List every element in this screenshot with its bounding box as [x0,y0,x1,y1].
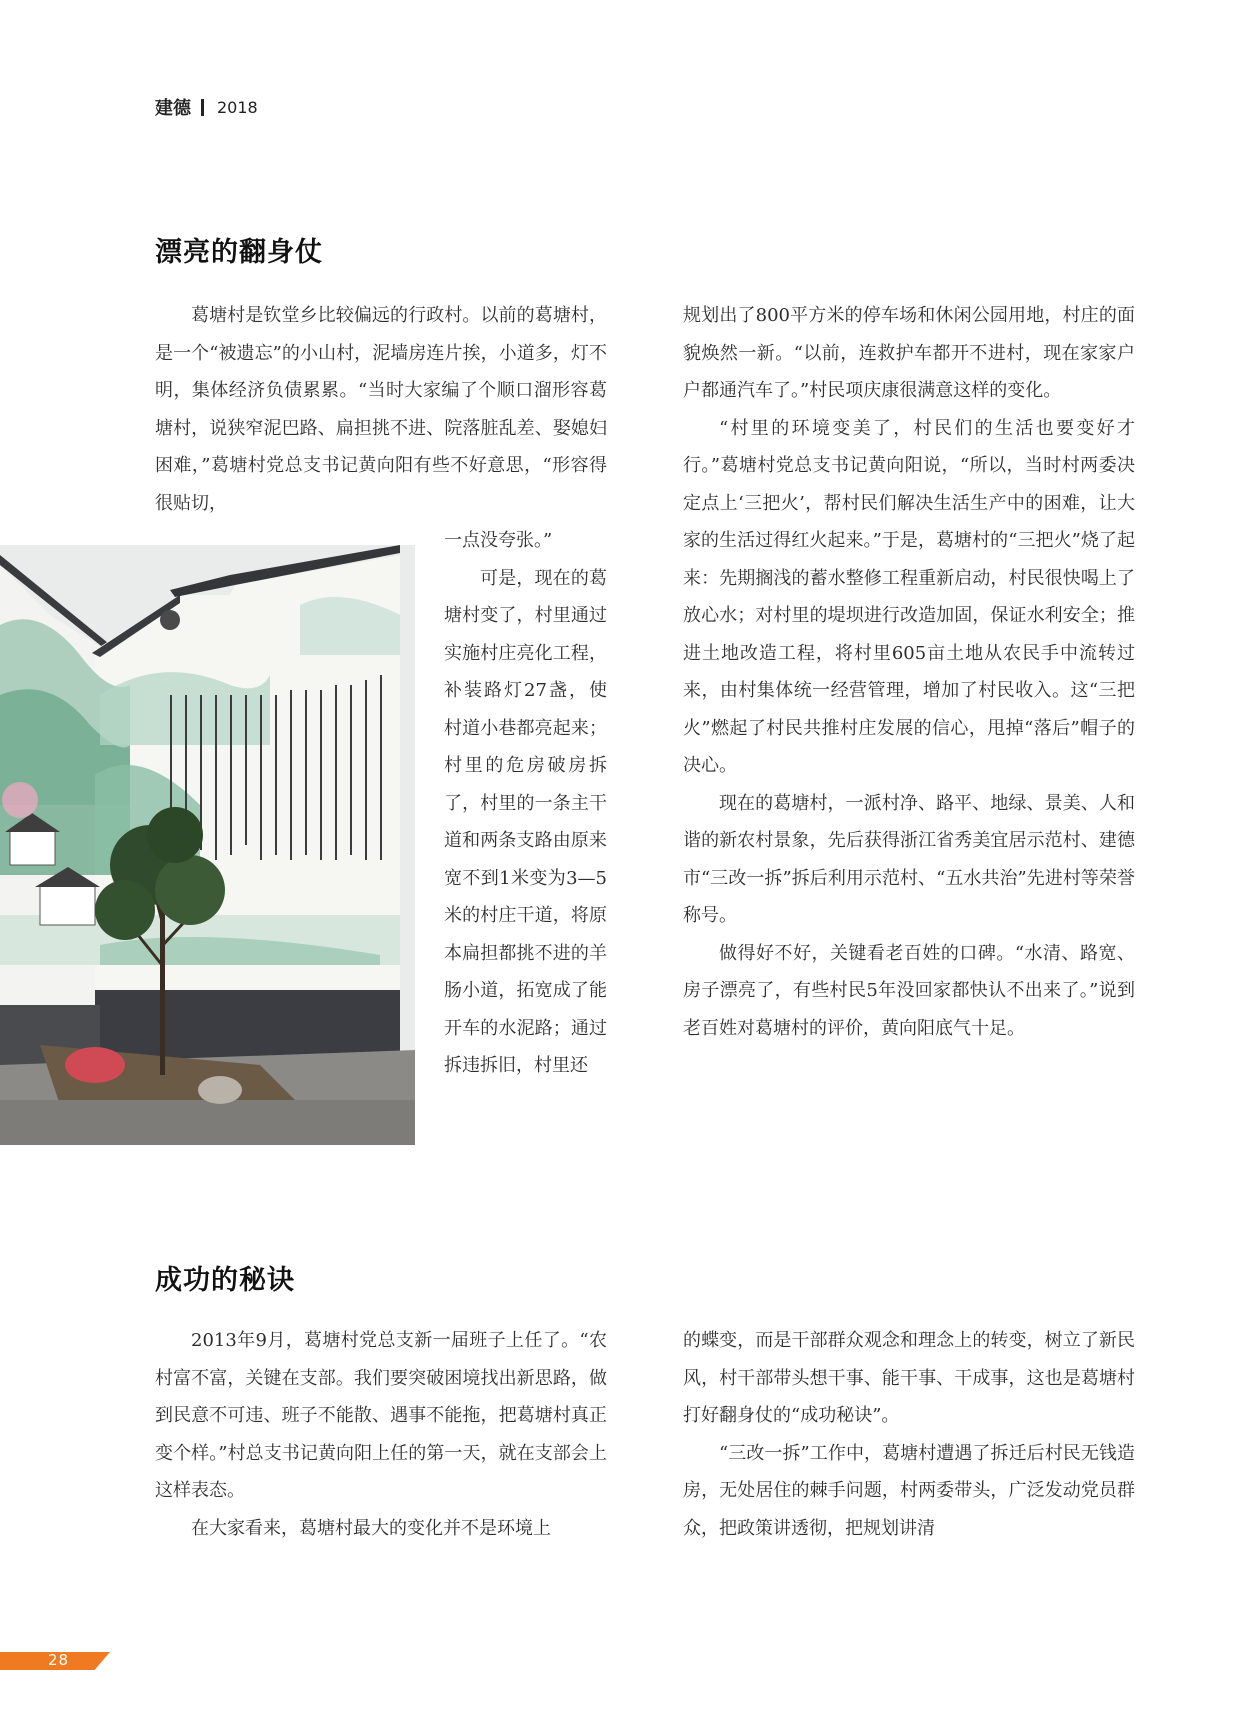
publication-name: 建德 [155,98,191,119]
publication-year: 2018 [217,97,258,117]
paragraph: 可是，现在的葛塘村变了，村里通过实施村庄亮化工程，补装路灯27盏，使村道小巷都亮起来；村里的危房破房拆了，村里的一条主干道和两条支路由原来宽不到1米变为3—5米的村庄干道，将原本扁担都挑不进的羊肠小道，拓宽成了能开车的水泥路；通过拆违拆旧，村里还 [444,567,607,1076]
paragraph: 2013年9月，葛塘村党总支新一届班子上任了。“农村富不富，关键在支部。我们要突破困境找出新思路，做到民意不可违、班子不能散、遇事不能拖，把葛塘村真正变个样。”村总支书记黄向阳上任的第一天，就在支部会上这样表态。 [155,1330,607,1501]
paragraph-continuation: 的蝶变，而是干部群众观念和理念上的转变，树立了新民风，村干部带头想干事、能干事、干成事，这也是葛塘村打好翻身仗的“成功秘诀”。 [683,1330,1135,1426]
page-number: 28 [48,1651,70,1669]
village-mural-photo [0,545,415,1145]
section1-narrow-column [444,522,607,1085]
paragraph-continuation: 规划出了800平方米的停车场和休闲公园用地，村庄的面貌焕然一新。“以前，连救护车都开不进村，现在家家户户都通汽车了。”村民项庆康很满意这样的变化。 [683,305,1135,401]
paragraph: 现在的葛塘村，一派村净、路平、地绿、景美、人和谐的新农村景象，先后获得浙江省秀美宜居示范村、建德市“三改一拆”拆后利用示范村、“五水共治”先进村等荣誉称号。 [683,792,1135,926]
paragraph: 做得好不好，关键看老百姓的口碑。“水清、路宽、房子漂亮了，有些村民5年没回家都快认不出来了。”说到老百姓对葛塘村的评价，黄向阳底气十足。 [683,942,1135,1039]
paragraph: 葛塘村是钦堂乡比较偏远的行政村。以前的葛塘村，是一个“被遗忘”的小山村，泥墙房连片挨，小道多，灯不明，集体经济负债累累。“当时大家编了个顺口溜形容葛塘村，说狭窄泥巴路、扁担挑不进、院落脏乱差、娶媳妇困难，”葛塘村党总支书记黄向阳有些不好意思，“形容得很贴切， [155,305,607,514]
paragraph: “村里的环境变美了，村民们的生活也要变好才行。”葛塘村党总支书记黄向阳说，“所以，当时村两委决定点上‘三把火’，帮村民们解决生活生产中的困难，让大家的生活过得红火起来。”于是，葛塘村的“三把火”烧了起来：先期搁浅的蓄水整修工程重新启动，村民很快喝上了放心水；对村里的堤坝进行改造加固，保证水利安全；推进土地改造工程，将村里605亩土地从农民手中流转过来，由村集体统一经营管理，增加了村民收入。这“三把火”燃起了村民共推村庄发展的信心，甩掉“落后”帽子的决心。 [683,417,1135,776]
running-header [155,95,258,119]
section2-left-column [155,1322,607,1547]
section1-left-column [155,297,607,522]
section-heading-2: 成功的秘诀 [155,1265,295,1296]
section-heading-1: 漂亮的翻身仗 [155,237,323,268]
section1-right-column [683,297,1135,1047]
header-separator [201,99,204,116]
mural-title [0,545,1,546]
paragraph-continuation: 一点没夸张。” [444,530,553,551]
paragraph: 在大家看来，葛塘村最大的变化并不是环境上 [191,1517,551,1539]
paragraph: “三改一拆”工作中，葛塘村遭遇了拆迁后村民无钱造房，无处居住的棘手问题，村两委带头，广泛发动党员群众，把政策讲透彻，把规划讲清 [683,1442,1135,1539]
section2-right-column [683,1322,1135,1547]
